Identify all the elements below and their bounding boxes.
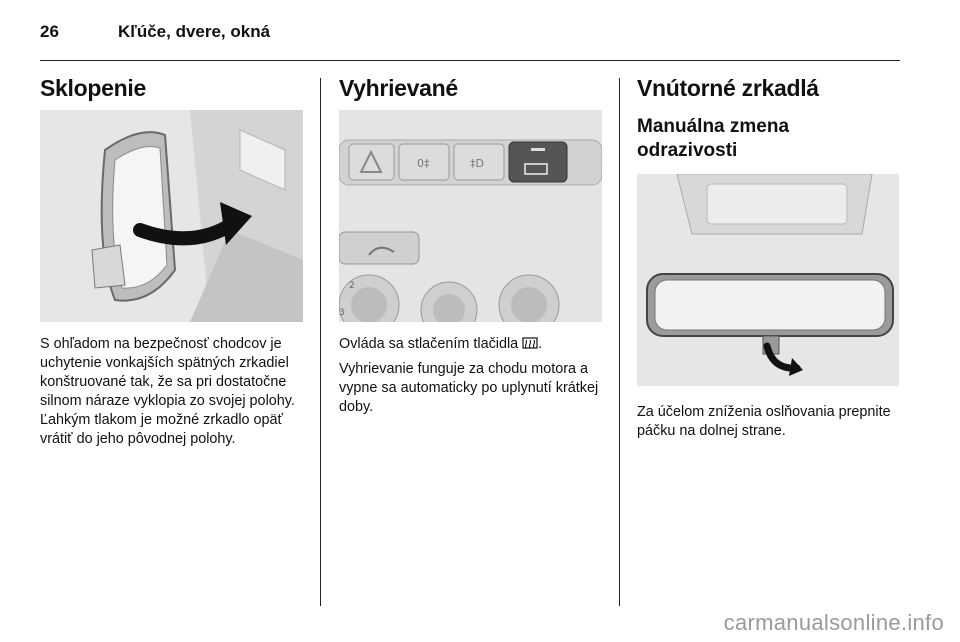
text-heated <box>339 335 607 421</box>
figure-interior-mirror <box>637 174 899 386</box>
section-heading-folding: Sklopenie <box>40 75 146 101</box>
page-number: 26 <box>40 22 59 41</box>
svg-text:0‡: 0‡ <box>417 157 430 170</box>
column-divider-2 <box>619 78 620 606</box>
paragraph-heated-1-text: Ovláda sa stlačením tlačidla <box>339 336 523 352</box>
section-heading-heated: Vyhrievané <box>339 75 458 101</box>
text-folding <box>40 335 308 453</box>
svg-text:2: 2 <box>349 281 355 291</box>
paragraph-folding: S ohľadom na bezpečnosť chodcov je uchytenie vonkajších spätných zrkadiel konštruované tak, že sa pri dostatočne silnom náraze vyklopia zo svojej polohy. Ľahkým tlakom je možné zrkadlo opäť vrátiť do jeho pôvodnej polohy. <box>40 336 295 447</box>
subheading-manual-dimming: Manuálna zmena odrazivosti <box>637 116 790 162</box>
paragraph-heated-1 <box>339 335 607 356</box>
figure-heated-button <box>339 110 602 322</box>
figure-mirror-folding <box>40 110 303 322</box>
section-folding <box>40 76 308 101</box>
page-header <box>40 14 900 54</box>
text-interior-mirrors <box>637 403 905 445</box>
rear-defrost-icon <box>522 336 538 356</box>
section-heated <box>339 76 607 101</box>
paragraph-interior-mirrors: Za účelom zníženia oslňovania prepnite páčku na dolnej strane. <box>637 404 891 439</box>
paragraph-heated-1-end: . <box>538 336 543 352</box>
paragraph-heated-2: Vyhrievanie funguje za chodu motora a vypne sa automaticky po uplynutí krátkej doby. <box>339 361 599 415</box>
section-interior-mirrors <box>637 76 905 163</box>
svg-text:‡D: ‡D <box>470 157 484 170</box>
header-rule <box>40 60 900 61</box>
section-heading-interior-mirrors: Vnútorné zrkadlá <box>637 75 819 101</box>
chapter-title: Kľúče, dvere, okná <box>118 22 271 41</box>
watermark: carmanualsonline.info <box>723 610 944 635</box>
column-divider-1 <box>320 78 321 606</box>
svg-text:3: 3 <box>339 308 345 318</box>
